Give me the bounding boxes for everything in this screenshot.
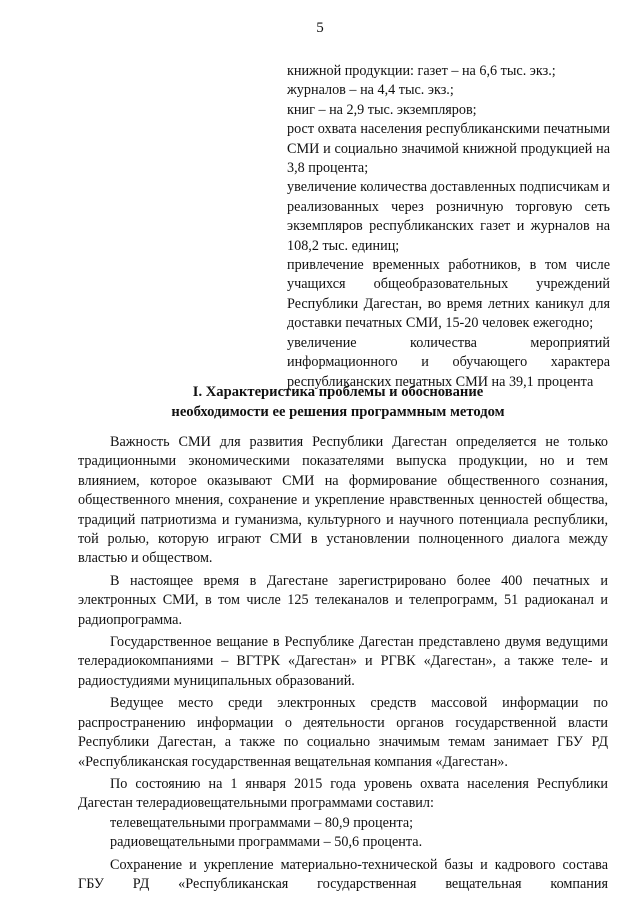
section-title-line: I. Характеристика проблемы и обоснование bbox=[192, 384, 484, 400]
paragraph: В настоящее время в Дагестане зарегистрировано более 400 печатных и электронных СМИ, в том числе 125 телеканалов и телепрограмм, 51 радиоканал и радиопрограмма. bbox=[78, 572, 608, 628]
list-item: увеличение количества мероприятий информационного и обучающего характера республиканских печатных СМИ на 39,1 процента bbox=[287, 334, 610, 390]
list-item: журналов – на 4,4 тыс. экз.; bbox=[287, 82, 454, 99]
list-item: книжной продукции: газет – на 6,6 тыс. экз.; bbox=[287, 63, 556, 79]
page-number: 5 bbox=[316, 20, 324, 36]
body-text bbox=[78, 433, 608, 897]
list-item: рост охвата населения республиканскими печатными СМИ и социально значимой книжной продукцией на 3,8 процента; bbox=[287, 121, 610, 177]
paragraph: По состоянию на 1 января 2015 года уровень охвата населения Республики Дагестан телерадиовещательными программами составил: bbox=[78, 775, 608, 812]
list-item: книг – на 2,9 тыс. экземпляров; bbox=[287, 101, 477, 118]
section-title-line: необходимости ее решения программным методом bbox=[171, 403, 505, 420]
paragraph: Ведущее место среди электронных средств массовой информации по распространению информации о деятельности органов государственной власти Республики Дагестан, а также по социально значимым темам занимает ГБУ РД «Республиканская государственная вещательная компания «Дагестан». bbox=[78, 695, 608, 770]
section-heading bbox=[68, 383, 608, 422]
coverage-line: радиовещательными программами – 50,6 процента. bbox=[110, 834, 423, 851]
paragraph: Важность СМИ для развития Республики Дагестан определяется не только традиционными экономическими показателями выпуска продукции, но и тем влиянием, которое оказывают СМИ на формирование общественного сознания, общественного мнения, сохранение и укрепление нравственных ценностей общества, традиций патриотизма и гуманизма, культурного и научного потенциала республики, той ролью, которую играют СМИ в установлении полноценного диалога между властью и обществом. bbox=[78, 434, 608, 567]
list-item: привлечение временных работников, в том числе учащихся общеобразовательных учреждений Республики Дагестан, во время летних каникул для доставки печатных СМИ, 15-20 человек ежегодно; bbox=[287, 257, 610, 332]
paragraph: Государственное вещание в Республике Дагестан представлено двумя ведущими телерадиокомпаниями – ВГТРК «Дагестан» и РГВК «Дагестан», а также теле- и радиостудиями муниципальных образований. bbox=[78, 634, 608, 689]
list-item: увеличение количества доставленных подписчикам и реализованных через розничную торговую сеть экземпляров республиканских газет и журналов на 108,2 тыс. единиц; bbox=[287, 179, 610, 254]
indented-list bbox=[287, 62, 610, 392]
coverage-line: телевещательными программами – 80,9 процента; bbox=[110, 814, 414, 831]
paragraph: Сохранение и укрепление материально-технической базы и кадрового состава ГБУ РД «Республиканская государственная вещательная компания bbox=[78, 856, 608, 892]
